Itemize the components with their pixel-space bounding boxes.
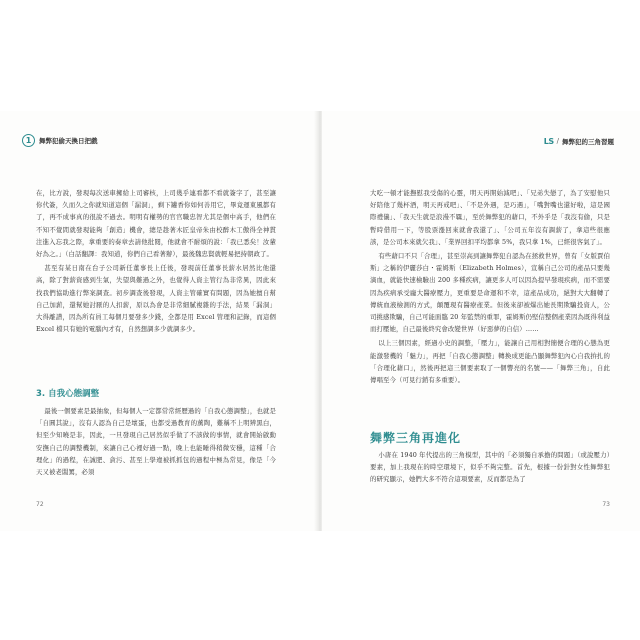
right-page-number: 73 — [602, 501, 610, 508]
left-running-head-title: 舞弊犯偷天換日把戲 — [39, 136, 98, 145]
left-page-number: 72 — [36, 501, 44, 508]
right-running-head-title: 舞弊犯的三角習題 — [562, 137, 614, 146]
left-paragraph-1: 在，比方說，發現每次送車擁給上司審核，上司幾乎連看都不看就簽字了，甚至讓你代簽，久而久之你就知道這個「漏洞」，剩下罐香你如何善用它，畢竟運東風都有了，再不成事真的很說不過去。明明有權勢的官官職忠智尤其是個中高手，他們在不知不覺間就發現能夠「創造」機會，總是趁著木匠皇帝朱由校醉木工傲得全神貫注進入忘我之際，拿重要的奏章去請他批閱，他就會不耐煩的說：「我已悉矣！汝輩好為之。」（白話翻譯：我知道，你們自己看著辦），最後魏忠賢就輕易把持朝政了。 — [36, 189, 276, 259]
left-running-head — [22, 133, 98, 147]
running-head-mark: LS — [543, 136, 554, 146]
right-paragraph-1: 大吃一頓才能撫慰我受傷的心靈，明天再開始減吧」、「兄弟失戀了，為了安慰他只好陪他了幾杯酒，明天再戒吧」、「不是外遇，是巧遇」，「嘴對嘴也還好啦，這是國際禮儀」、「我天生就是浪漫不羈」，至於舞弊犯的藉口，不外乎是「我沒有偷，只是暫時借用一下，等股票漲回來就會我還了」、「公司五年沒有調薪了，拿這些很應該，是公司本來就欠我」、「業界回扣平均都拿 5%，我只拿 1%，已經很客氣了」。 — [370, 189, 610, 246]
left-body-text-after — [36, 405, 276, 478]
right-running-head — [544, 135, 614, 147]
left-body-text — [36, 187, 276, 335]
right-body-text-after — [370, 449, 610, 486]
left-paragraph-2: 甚至有某日南在台子公司新任董事長上任後，發現前任董事長薪水居然比他還高，除了對薪資感到生氣，失望與難過之外，也覺得人資主管行為非常異，因此來找我們協助進行弊案調查。初步調查後發現，人資主管確實有問題，因為她擅自幫自己加薪，還幫她討厭的人扣薪，原以為會是非常細膩複雜的手法，結果「漏洞」大得離譜，因為所有員工每個月要發多少錢，全都是用 Excel 管理和記錄，而這個 Excel 檔只有她的電腦內才有，自然想調多少就調多少。 — [36, 264, 276, 334]
chapter-number-badge: 1 — [22, 134, 35, 147]
right-paragraph-4: 小唐在 1940 年代提出的三角模型，其中的「必須獨自承擔的問題」（或說壓力）要素，加上我現在的時空環境下，似乎不夠完整。首先，根據一份針對女性舞弊犯的研究顯示，她們大多不符合這項要素，反而都是為了 — [370, 451, 610, 484]
left-page — [0, 111, 318, 531]
right-body-text — [370, 187, 610, 386]
slash-divider-icon: / — [556, 137, 559, 145]
right-section-heading: 舞弊三角再進化 — [370, 431, 462, 445]
left-subheading: 3. 自我心態調整 — [36, 389, 100, 399]
right-paragraph-2: 有些藉口不只「合理」，甚至崇高到讓舞弊犯自認為在拯救世界，曾有「女版賈伯斯」之稱的伊麗莎白・霍姆斯（Elizabeth Holmes），宣稱自己公司的產品只要幾滴血，就能快速檢驗出 200 多種疾病，讓更多人可以因為提早發現疾病，而不需要因為疾病承受龐大醫療壓力，更重要是命運和不幸，這產品成功，絕對大大翻轉了傳統血液檢測的方式，顛覆現有醫療產業。但後來卻被爆出她長期欺騙投資人，公司挑感欺騙，自己可能面臨 20 年監禁的重罪，霍姆斯仍堅信整個產業因為既得利益而打壓她，自己最後終究會改變世界（好惡夢的自信）…… — [370, 252, 610, 334]
right-paragraph-3: 以上三個因素，經過小史的調整，「壓力」，能讓自己用相對簡便合理的心態為更能激發機的「魅力」，再把「自我心態調整」轉換成更能凸顯舞弊犯內心自我拚扎的「合理化藉口」，然後再把這三個要素取了一個響亮的名號——「舞弊三角」，自此傳唱至今（可見行銷有多重要）。 — [370, 339, 610, 385]
right-page — [322, 111, 640, 531]
left-paragraph-3: 最後一個要素是最抽象，但每個人一定都常常經歷過的「自我心態調整」，也就是「自圓其說」，沒有人認為自己是壞蛋，也都受過教育的薰陶，難稱不上明辨黑白，但至少知曉是非，因此，一旦發現自己居然似乎做了不該做的事情，就會開始啟動安撫自己的調整機制，來讓自己心裡好過一點，晚上也能睡得稍微安穩，這種「合理化」的過程，在誠肥、貪污、甚至上學違被抓抓包的過程中極為常見，像是「今天又被老闆罵，必須 — [36, 407, 276, 477]
book-spread — [0, 111, 640, 531]
